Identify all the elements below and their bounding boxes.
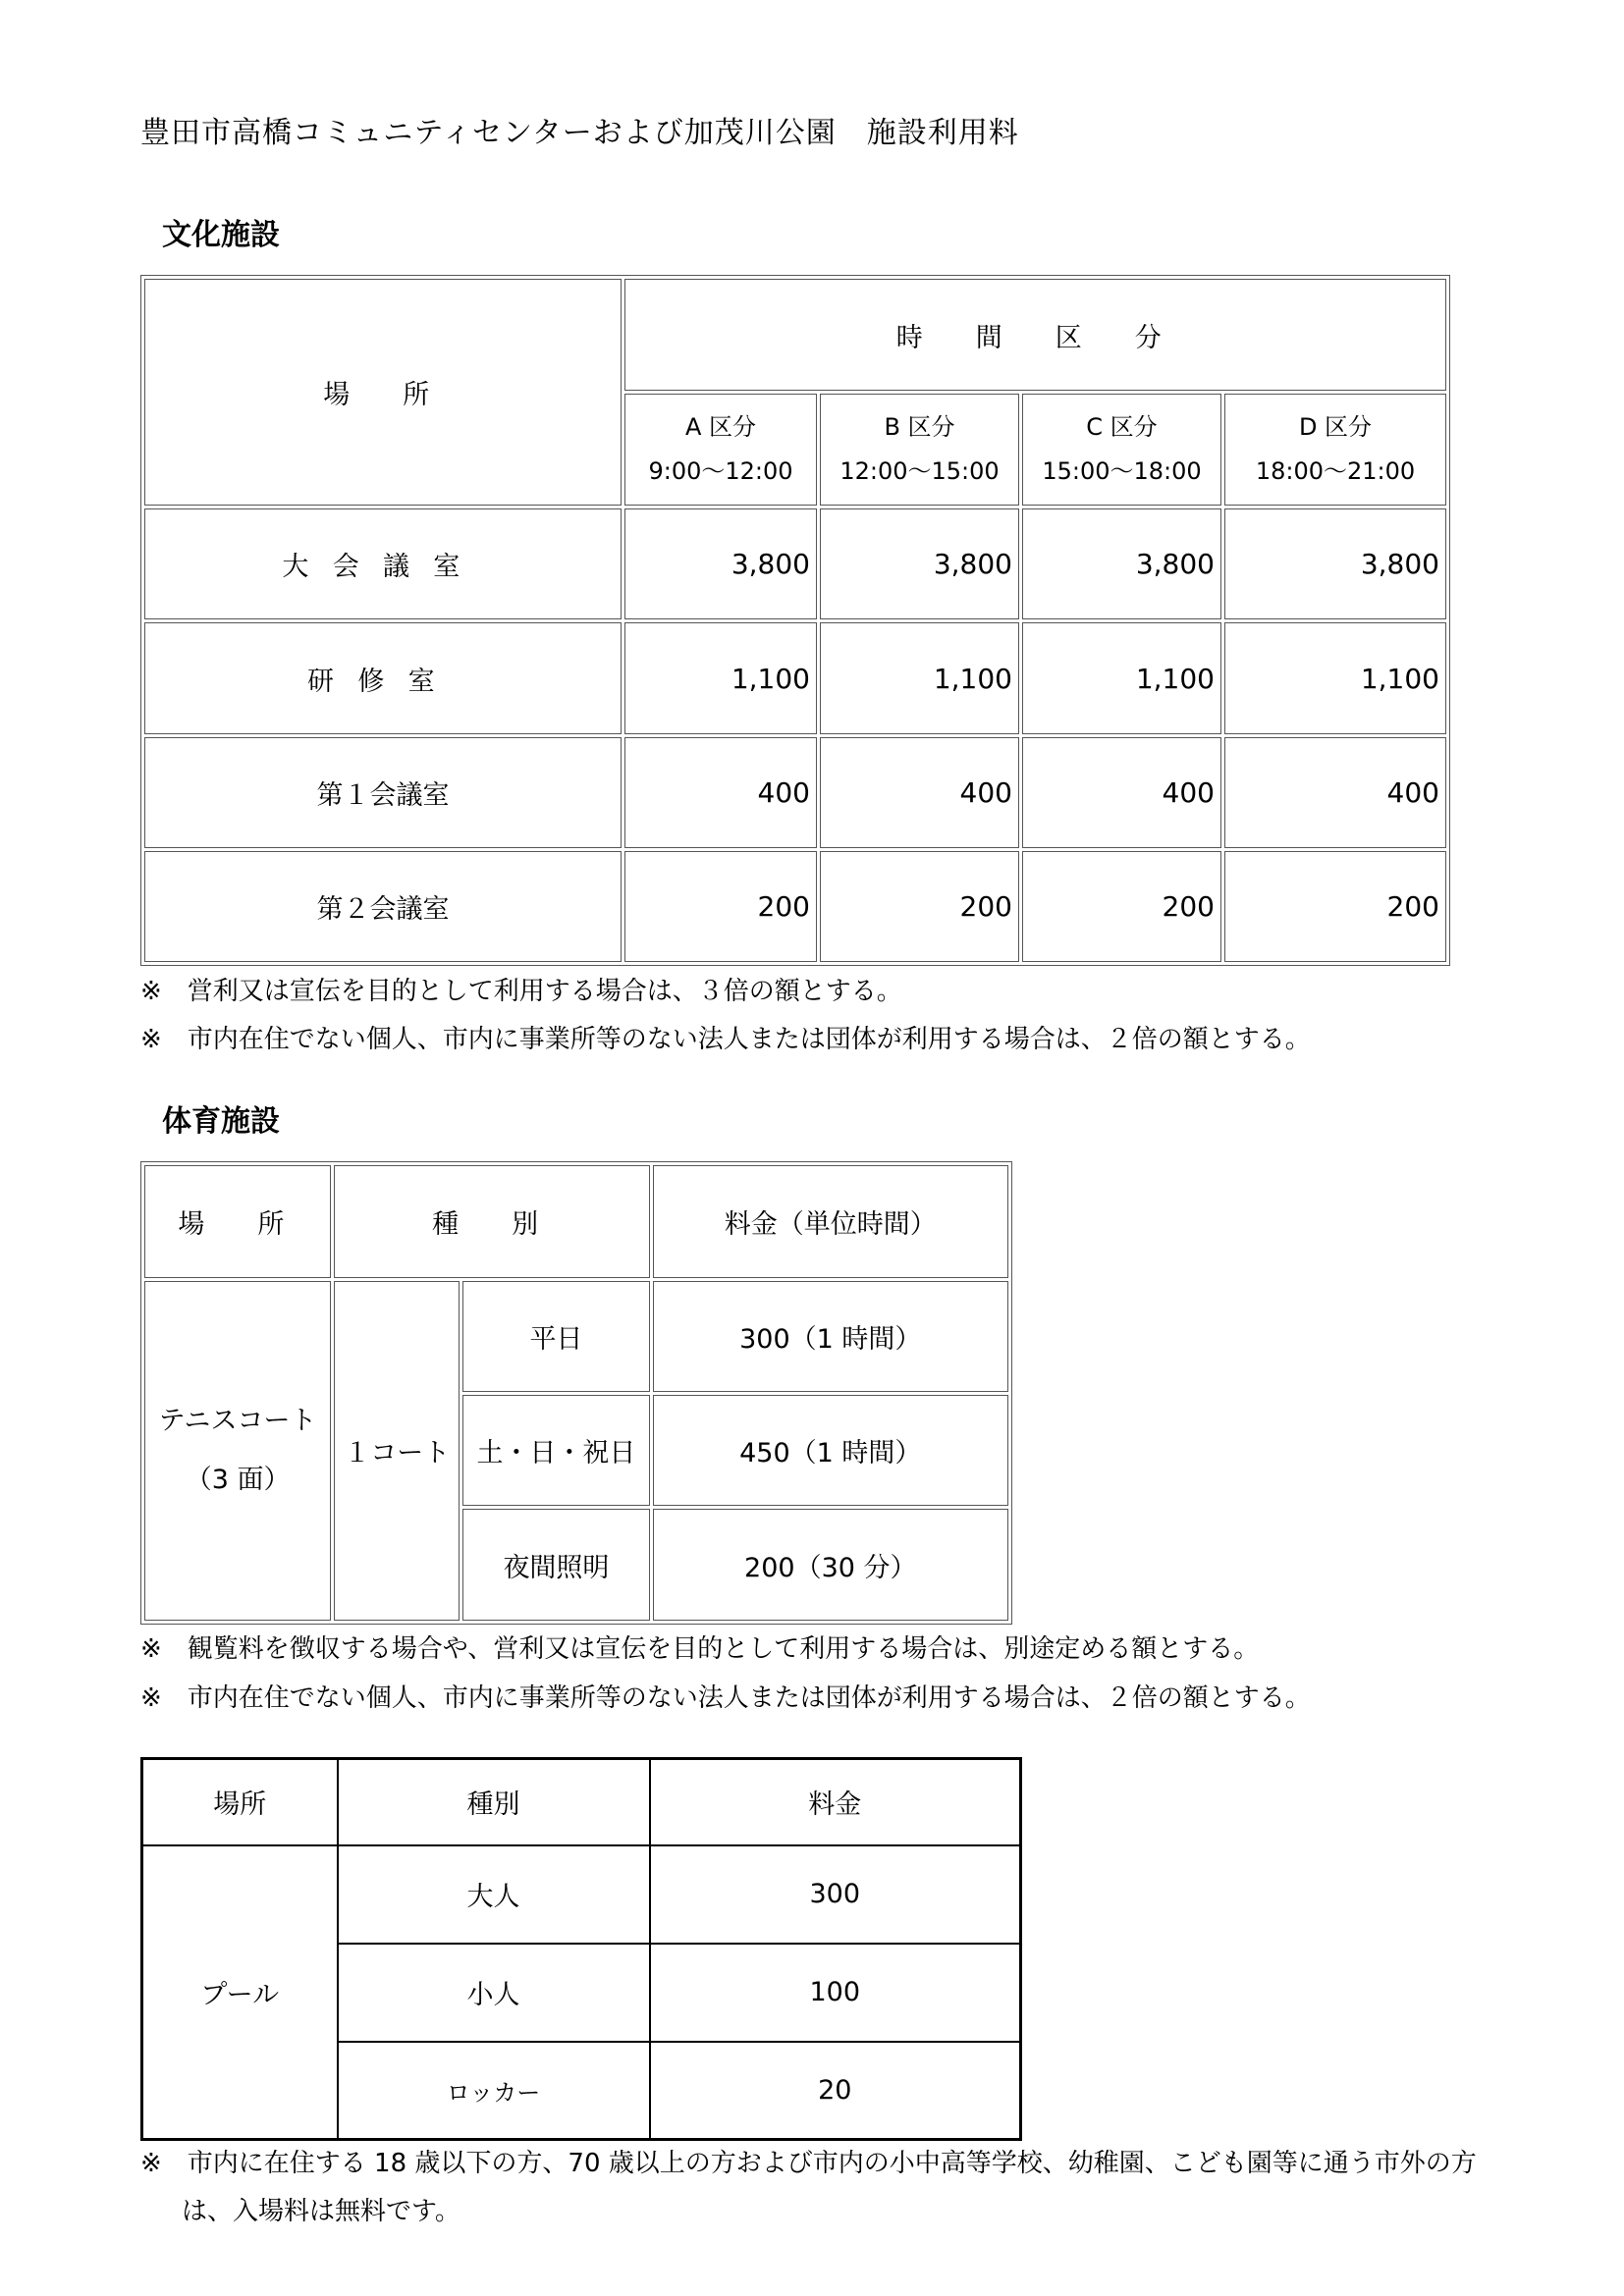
fee-cell: 200 [624,851,817,962]
sports-section-title: 体育施設 [162,1104,280,1139]
table-row [144,622,1446,733]
pool-fee-table [140,1757,1022,2141]
tennis-fee-holiday: 450（1 時間） [653,1395,1008,1506]
culture-note-commercial: ※ 営利又は宣伝を目的として利用する場合は、３倍の額とする。 [140,977,902,1006]
pool-note-free-admission-cont: は、入場料は無料です。 [182,2197,460,2226]
fee-cell: 1,100 [820,622,1019,733]
room-name: 大会議室 [144,508,622,619]
pool-type-locker: ロッカー [338,2042,650,2140]
pool-note-free-admission: ※ 市内に在住する 18 歳以下の方、70 歳以上の方および市内の小中高等学校、幼稚園、こども園等に通う市外の方 [140,2149,1477,2178]
fee-cell: 200 [820,851,1019,962]
room-name: 第１会議室 [144,737,622,848]
period-b-header: B 区分 12:00～15:00 [820,394,1019,506]
room-name: 研修室 [144,622,622,733]
period-d-header: D 区分 18:00～21:00 [1224,394,1446,506]
sports-fee-header: 料金（単位時間） [653,1165,1008,1278]
period-a-header: A 区分 9:00～12:00 [624,394,817,506]
tennis-unit: １コート [334,1281,460,1622]
tennis-fee-night-lighting: 200（30 分） [653,1509,1008,1621]
fee-cell: 3,800 [1224,508,1446,619]
table-row [144,851,1446,962]
pool-place-header: 場所 [142,1759,338,1845]
tennis-court-place: テニスコート （3 面） [144,1281,331,1622]
fee-cell: 200 [1224,851,1446,962]
culture-time-header: 時 間 区 分 [624,279,1446,391]
table-row [144,737,1446,848]
period-c-header: C 区分 15:00～18:00 [1022,394,1221,506]
tennis-type-night-lighting: 夜間照明 [462,1509,649,1621]
sports-note-spectator: ※ 観覧料を徴収する場合や、営利又は宣伝を目的として利用する場合は、別途定める額とする。 [140,1634,1260,1664]
tennis-type-holiday: 土・日・祝日 [462,1395,649,1506]
document-title: 豊田市高橋コミュニティセンターおよび加茂川公園 施設利用料 [140,116,1019,150]
fee-cell: 3,800 [1022,508,1221,619]
sports-type-header: 種 別 [334,1165,649,1278]
pool-fee-child: 100 [650,1944,1021,2042]
culture-fee-table [140,275,1450,966]
fee-cell: 200 [1022,851,1221,962]
culture-note-nonresident: ※ 市内在住でない個人、市内に事業所等のない法人または団体が利用する場合は、２倍の額とする。 [140,1025,1311,1054]
tennis-type-weekday: 平日 [462,1281,649,1392]
tennis-fee-table [140,1161,1012,1625]
culture-place-header: 場 所 [144,279,622,506]
pool-fee-header: 料金 [650,1759,1021,1845]
pool-fee-adult: 300 [650,1845,1021,1944]
pool-fee-locker: 20 [650,2042,1021,2140]
fee-cell: 1,100 [624,622,817,733]
fee-cell: 1,100 [1022,622,1221,733]
fee-cell: 1,100 [1224,622,1446,733]
pool-place: プール [142,1845,338,2140]
sports-place-header: 場 所 [144,1165,331,1278]
pool-type-child: 小人 [338,1944,650,2042]
fee-cell: 400 [624,737,817,848]
fee-cell: 400 [820,737,1019,848]
table-row [144,508,1446,619]
room-name: 第２会議室 [144,851,622,962]
sports-note-nonresident: ※ 市内在住でない個人、市内に事業所等のない法人または団体が利用する場合は、２倍の額とする。 [140,1683,1311,1713]
tennis-fee-weekday: 300（1 時間） [653,1281,1008,1392]
culture-section-title: 文化施設 [162,218,280,252]
pool-type-header: 種別 [338,1759,650,1845]
fee-cell: 3,800 [624,508,817,619]
pool-type-adult: 大人 [338,1845,650,1944]
fee-cell: 400 [1022,737,1221,848]
fee-cell: 3,800 [820,508,1019,619]
fee-cell: 400 [1224,737,1446,848]
